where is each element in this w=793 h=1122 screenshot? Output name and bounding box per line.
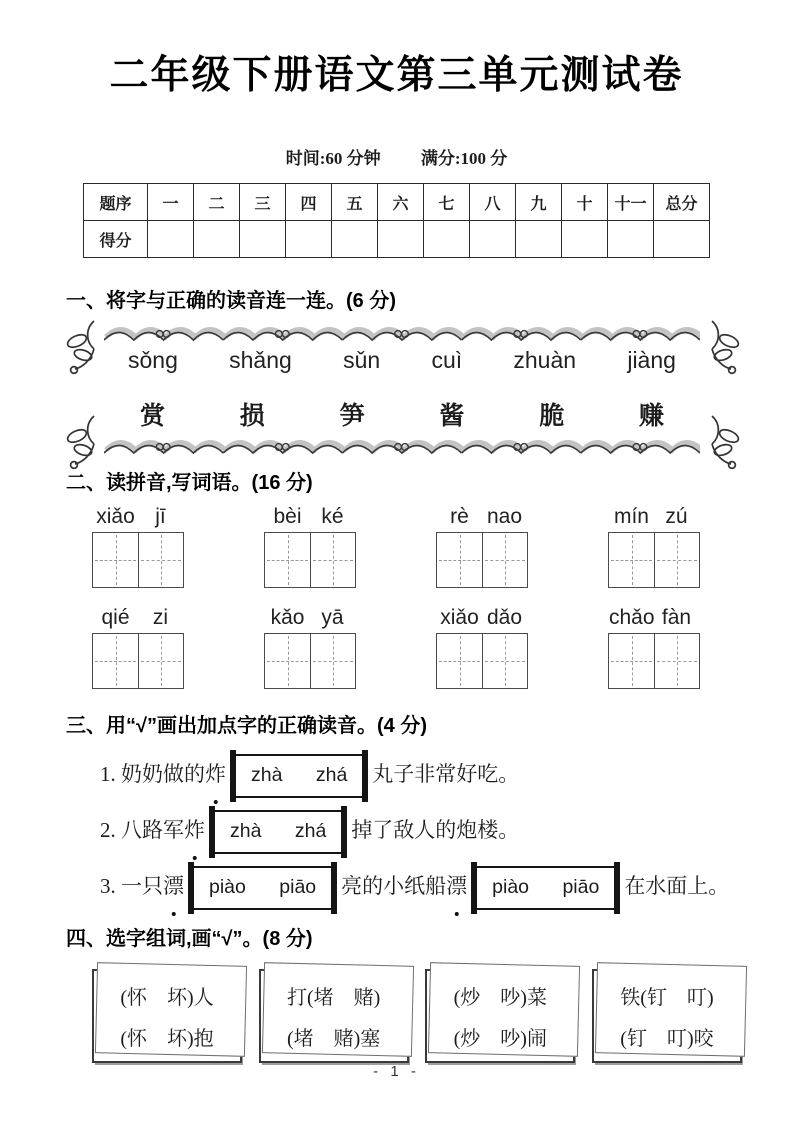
pinyin-syllable: ké	[321, 505, 344, 528]
pinyin-syllable: zi	[152, 606, 169, 629]
writing-cell	[609, 634, 654, 688]
choice-line: (炒 吵)闹	[453, 1028, 547, 1050]
section1-heading: 一、将字与正确的读音连一连。(6 分)	[66, 290, 396, 312]
character-band	[84, 396, 720, 458]
leaf-flourish-icon	[64, 412, 100, 470]
character-item: 脆	[539, 403, 565, 430]
page-number: - 1 -	[373, 1063, 420, 1080]
choice-line: (怀 坏)人	[120, 987, 214, 1009]
writing-cell	[138, 533, 183, 587]
score-cell	[332, 221, 378, 258]
score-cell	[608, 221, 654, 258]
choice-line: (钉 叮)咬	[620, 1028, 714, 1050]
score-cell	[424, 221, 470, 258]
pinyin-syllable: rè	[450, 505, 469, 528]
writing-cell	[93, 533, 138, 587]
leaf-flourish-icon	[64, 317, 100, 375]
pinyin-syllable: kǎo	[270, 606, 305, 629]
writing-grid	[264, 532, 356, 588]
writing-cell	[265, 533, 310, 587]
score-col: 十一	[608, 184, 654, 221]
pronunciation-options: piào piāo	[472, 866, 619, 909]
choice-card	[425, 969, 575, 1063]
sentence-number: 2.	[100, 818, 116, 842]
choice-line: (堵 赌)塞	[286, 1028, 381, 1050]
score-col: 九	[516, 184, 562, 221]
choice-card	[592, 969, 742, 1063]
score-cell	[194, 221, 240, 258]
score-col: 七	[424, 184, 470, 221]
pinyin-syllable: jī	[155, 505, 166, 528]
writing-grid	[92, 633, 184, 689]
character-item: 笋	[339, 403, 365, 430]
section2-heading: 二、读拼音,写词语。(16 分)	[66, 472, 313, 494]
sentence-number: 1.	[100, 762, 116, 786]
score-cell	[470, 221, 516, 258]
pinyin-syllable: mín	[613, 505, 649, 528]
pinyin-item: zhuàn	[513, 347, 577, 373]
exam-meta	[0, 144, 793, 169]
sentence-2	[100, 804, 753, 856]
word-group	[92, 606, 184, 689]
writing-cell	[654, 634, 699, 688]
writing-cell	[310, 533, 355, 587]
writing-grid	[264, 633, 356, 689]
score-cell	[240, 221, 286, 258]
pinyin-syllable: xiǎo	[440, 606, 479, 629]
writing-cell	[482, 533, 527, 587]
score-table-row2-header: 得分	[84, 221, 148, 258]
writing-grid	[436, 532, 528, 588]
vine-scroll-divider	[104, 434, 700, 458]
vine-scroll-divider	[104, 321, 700, 345]
pinyin-syllable: xiǎo	[96, 505, 135, 528]
word-group	[608, 505, 700, 588]
score-col: 一	[148, 184, 194, 221]
pinyin-syllable: dǎo	[486, 606, 523, 629]
writing-row-1	[92, 505, 700, 588]
sentence-number: 3.	[100, 874, 116, 898]
exam-time: 时间:60 分钟	[285, 149, 381, 168]
pronunciation-options: zhà zhá	[231, 754, 367, 797]
writing-grid	[608, 532, 700, 588]
choice-card	[92, 969, 242, 1063]
pinyin-syllable: bèi	[273, 505, 302, 528]
pronunciation-options: zhà zhá	[210, 810, 346, 853]
choice-line: 打(堵 赌)	[286, 987, 381, 1009]
score-col: 六	[378, 184, 424, 221]
writing-grid	[436, 633, 528, 689]
character-choices	[84, 396, 720, 434]
pinyin-syllable: yā	[321, 606, 344, 629]
character-item: 酱	[439, 403, 465, 430]
pinyin-syllable: fàn	[661, 606, 692, 629]
pinyin-syllable: chǎo	[609, 606, 655, 629]
pinyin-item: sǔn	[343, 347, 381, 373]
score-table	[83, 183, 710, 258]
writing-cell	[93, 634, 138, 688]
choice-card	[259, 969, 409, 1063]
score-col: 二	[194, 184, 240, 221]
writing-cell	[482, 634, 527, 688]
exam-total-score: 满分:100 分	[420, 149, 508, 168]
writing-cell	[138, 634, 183, 688]
score-cell	[516, 221, 562, 258]
writing-cell	[265, 634, 310, 688]
character-item: 损	[239, 403, 265, 430]
page-title: 二年级下册语文第三单元测试卷	[109, 54, 684, 97]
choice-line: (怀 坏)抱	[120, 1028, 214, 1050]
section4-heading: 四、选字组词,画“√”。(8 分)	[66, 928, 313, 950]
score-col: 五	[332, 184, 378, 221]
pinyin-item: shǎng	[229, 347, 292, 373]
dotted-character: 炸	[205, 748, 226, 800]
writing-grid	[92, 532, 184, 588]
sentence-text: 掉了敌人的炮楼。	[351, 818, 520, 842]
character-item: 赚	[638, 403, 664, 430]
writing-cell	[609, 533, 654, 587]
pinyin-syllable: qié	[101, 606, 130, 629]
leaf-flourish-icon	[706, 412, 742, 470]
character-item: 赏	[140, 403, 166, 430]
writing-grid	[608, 633, 700, 689]
sentence-3	[100, 860, 753, 912]
word-group	[92, 505, 184, 588]
pinyin-choices	[84, 345, 720, 374]
score-col: 十	[562, 184, 608, 221]
leaf-flourish-icon	[706, 317, 742, 375]
word-group	[264, 505, 356, 588]
pinyin-syllable: zú	[665, 505, 688, 528]
writing-cell	[437, 634, 482, 688]
section3-heading: 三、用“√”画出加点字的正确读音。(4 分)	[66, 715, 427, 737]
score-table-row1-header: 题序	[84, 184, 148, 221]
choice-cards	[92, 969, 742, 1063]
pinyin-syllable: nao	[486, 505, 523, 528]
writing-cell	[310, 634, 355, 688]
score-table-score-row	[84, 221, 710, 258]
dotted-character: 漂	[163, 860, 184, 912]
dotted-character: 炸	[184, 804, 205, 856]
sentence-text: 一只	[121, 874, 163, 898]
choice-line: (炒 吵)菜	[453, 987, 547, 1009]
score-col: 八	[470, 184, 516, 221]
writing-row-2	[92, 606, 700, 689]
word-group	[608, 606, 700, 689]
score-col-total: 总分	[654, 184, 710, 221]
sentence-text: 丸子非常好吃。	[372, 762, 520, 786]
pinyin-item: cuì	[431, 347, 463, 373]
sentence-text: 奶奶做的	[121, 762, 205, 786]
sentence-text: 亮的小纸船	[341, 874, 447, 898]
sentence-text: 在水面上。	[624, 874, 730, 898]
pinyin-band	[84, 321, 720, 374]
score-cell	[148, 221, 194, 258]
word-group	[264, 606, 356, 689]
score-col: 三	[240, 184, 286, 221]
writing-cell	[437, 533, 482, 587]
score-table-header-row	[84, 184, 710, 221]
sentence-1	[100, 748, 753, 800]
pronunciation-options: piào piāo	[189, 866, 336, 909]
word-group	[436, 505, 528, 588]
choice-line: 铁(钉 叮)	[620, 987, 714, 1009]
score-cell	[378, 221, 424, 258]
word-group	[436, 606, 528, 689]
score-col: 四	[286, 184, 332, 221]
sentence-text: 八路军	[121, 818, 184, 842]
dotted-character: 漂	[446, 860, 467, 912]
score-cell	[286, 221, 332, 258]
pinyin-item: jiàng	[627, 347, 676, 373]
score-cell	[654, 221, 710, 258]
score-cell	[562, 221, 608, 258]
writing-cell	[654, 533, 699, 587]
pinyin-item: sǒng	[128, 347, 178, 373]
